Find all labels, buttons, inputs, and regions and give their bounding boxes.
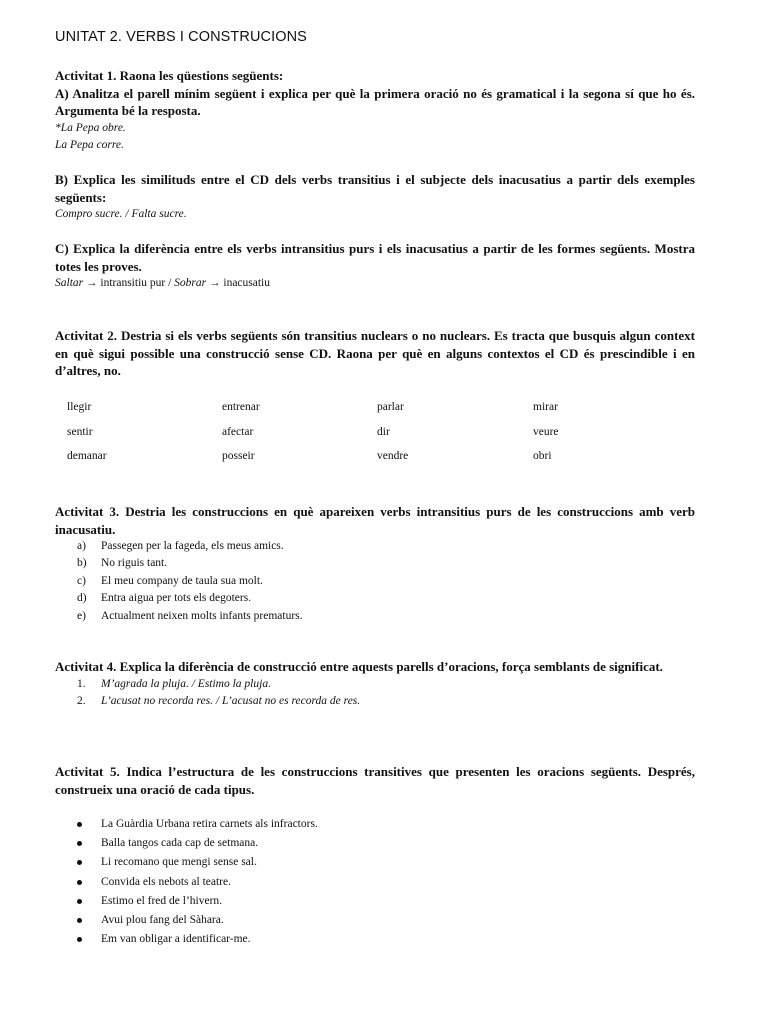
activity-4-heading: Activitat 4. Explica la diferència de construcció entre aquests parells d’oracions, força semblants de significat. [55, 659, 663, 674]
list-item [55, 930, 318, 949]
activity-2 [55, 327, 695, 380]
list-item-text: Actualment neixen molts infants prematurs. [101, 609, 303, 622]
activity-1-c-question: C) Explica la diferència entre els verbs intransitius purs i els inacusatius a partir de les formes següents. Mostra totes les proves. [55, 241, 695, 274]
activity-1-b [55, 171, 695, 223]
list-item [55, 555, 695, 572]
activity-5 [55, 763, 695, 798]
activity-1-c-example [55, 275, 695, 292]
bullet-icon [77, 860, 82, 865]
list-item [55, 911, 318, 930]
c-text-2: → inacusatiu [206, 277, 270, 289]
bullet-icon [77, 880, 82, 885]
list-item [55, 873, 318, 892]
activity-1-a-question: A) Analitza el parell mínim següent i explica per què la primera oració no és gramatical i la segona sí que ho és. Argumenta bé la resposta. [55, 85, 695, 118]
list-item-text: No riguis tant. [101, 557, 168, 570]
list-item-text: Avui plou fang del Sàhara. [101, 914, 224, 927]
verb-cell: veure [533, 425, 559, 438]
list-marker: 1. [77, 677, 86, 690]
activity-1-heading: Activitat 1. Raona les qüestions següents: [55, 68, 284, 83]
verb-cell: obri [533, 450, 552, 462]
list-marker: e) [77, 609, 86, 622]
list-marker: b) [77, 557, 87, 570]
c-text-1: → intransitiu pur / [83, 277, 175, 289]
list-item [55, 590, 695, 607]
list-item-text: Passegen per la fageda, els meus amics. [101, 540, 284, 552]
list-item [55, 608, 695, 625]
list-item-text: L’acusat no recorda res. / L’acusat no es recorda de res. [101, 694, 361, 707]
activity-3-list [55, 538, 695, 625]
activity-5-list [55, 815, 318, 949]
activity-2-heading: Activitat 2. Destria si els verbs següents són transitius nuclears o no nuclears. Es tracta que busquis algun context en què sigui possible una construcció sense CD. Raona per què en alguns contextos el CD és prescindible i en d’altres, no. [55, 328, 695, 378]
list-item [55, 892, 318, 911]
unit-title: UNITAT 2. VERBS I CONSTRUCIONS [55, 29, 307, 45]
list-item [55, 853, 318, 872]
verb-cell: mirar [533, 401, 558, 413]
list-item [55, 676, 695, 693]
verb-cell: vendre [377, 450, 409, 462]
list-marker: d) [77, 592, 87, 605]
activity-1 [55, 67, 695, 154]
c-verb-sobrar: Sobrar [174, 277, 207, 289]
c-verb-saltar: Saltar [55, 277, 84, 289]
list-item-text: La Guàrdia Urbana retira carnets als infractors. [101, 818, 318, 830]
list-item-text: El meu company de taula sua molt. [101, 574, 263, 587]
bullet-icon [77, 822, 82, 827]
bullet-icon [77, 918, 82, 923]
list-item [55, 834, 318, 853]
bullet-icon [77, 841, 82, 846]
bullet-icon [77, 899, 82, 904]
verb-grid [67, 398, 687, 466]
verb-cell: sentir [67, 425, 93, 438]
list-item [55, 538, 695, 555]
list-marker: 2. [77, 694, 86, 707]
list-item [55, 693, 695, 710]
list-item-text: Li recomano que mengi sense sal. [101, 856, 257, 869]
activity-1-c [55, 240, 695, 292]
verb-cell: llegir [67, 401, 92, 413]
list-marker: a) [77, 540, 86, 552]
activity-3-heading: Activitat 3. Destria les construccions en què apareixen verbs intransitius purs de les construccions amb verb inacusatiu. [55, 504, 695, 537]
activity-1-a-example-2: La Pepa corre. [55, 138, 124, 151]
list-item-text: M’agrada la pluja. / Estimo la pluja. [101, 677, 271, 690]
list-item [55, 573, 695, 590]
list-item-text: Entra aigua per tots els degoters. [101, 592, 252, 605]
list-marker: c) [77, 574, 86, 587]
verb-cell: posseir [222, 450, 255, 462]
list-item [55, 815, 318, 834]
verb-cell: demanar [67, 450, 107, 462]
list-item-text: Em van obligar a identificar-me. [101, 933, 251, 946]
activity-4-list [55, 676, 695, 710]
list-item-text: Balla tangos cada cap de setmana. [101, 837, 259, 850]
verb-cell: entrenar [222, 401, 260, 413]
activity-4 [55, 658, 695, 710]
list-item-text: Convida els nebots al teatre. [101, 875, 231, 888]
verb-cell: dir [377, 425, 390, 438]
activity-3 [55, 503, 695, 625]
activity-5-heading: Activitat 5. Indica l’estructura de les construccions transitives que presenten les oracions següents. Després, construeix una oració de cada tipus. [55, 764, 695, 797]
verb-cell: afectar [222, 425, 254, 438]
bullet-icon [77, 937, 82, 942]
activity-1-b-question: B) Explica les similituds entre el CD dels verbs transitius i el subjecte dels inacusatius a partir dels exemples següents: [55, 172, 695, 205]
activity-1-a-example-1: *La Pepa obre. [55, 121, 126, 134]
list-item-text: Estimo el fred de l’hivern. [101, 894, 223, 907]
verb-cell: parlar [377, 401, 404, 413]
activity-1-b-example: Compro sucre. / Falta sucre. [55, 208, 187, 220]
